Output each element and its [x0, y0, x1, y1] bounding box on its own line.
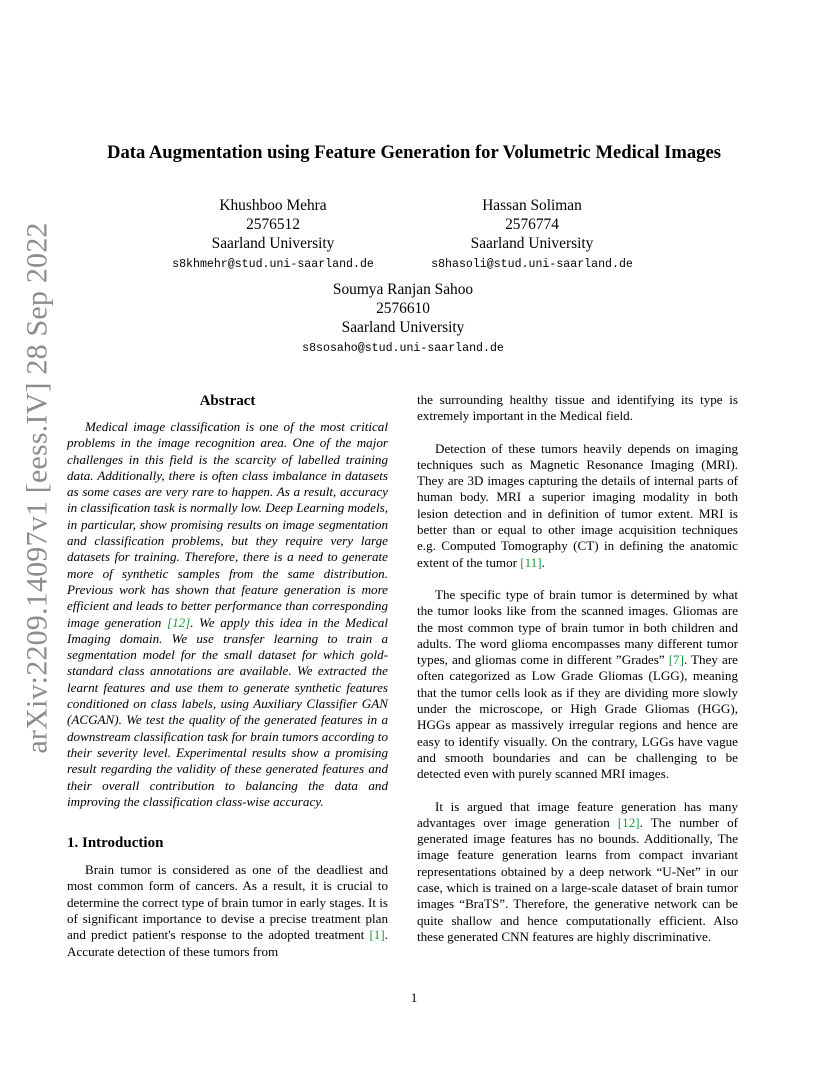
left-column: [67, 392, 388, 960]
citation-link[interactable]: [12]: [166, 614, 191, 630]
body-text: . Accurate detection of these tumors from: [67, 927, 388, 959]
author-email[interactable]: s8hasoli@stud.uni-saarland.de: [431, 258, 633, 271]
author-block: [163, 196, 383, 273]
author-id: 2576512: [246, 216, 300, 233]
body-text: .: [541, 554, 545, 570]
abstract-text-part: Medical image classification is one of the most critical problems in the image recognition area. One of the major challenges in this field is the scarcity of labelled training data. Additionally, there is often class imbalance in datasets as some cases are very rare to happen. As a result, accuracy in classification task is normally low. Deep Learning models, in particular, show promising results on image segmentation and classification problems, but they require very large datasets for training. Therefore, there is a need to generate more of synthetic samples from the same distribution. Previous work has shown that feature generation is more efficient and leads to better performance than corresponding image generation: [67, 419, 388, 630]
arxiv-identifier: [16, 222, 60, 754]
author-affiliation: Saarland University: [211, 235, 335, 252]
body-paragraph: [417, 799, 738, 946]
citation-link[interactable]: [12]: [617, 814, 640, 830]
author-id: 2576610: [376, 300, 430, 317]
body-text: Brain tumor is considered as one of the deadliest and most common form of cancers. As a result, it is crucial to determine the correct type of brain tumor in early stages. It is of significant importance to devise a precise treatment plan and predict patient's response to the adopted treatment: [67, 862, 388, 943]
body-text: . They are often categorized as Low Grade Gliomas (LGG), meaning that the tumor cells look as if they are dividing more slowly under the microscope, or High Grade Gliomas (HGG), HGGs appear as massively irregular regions and hence are easy to identify visually. On the contrary, LGGs have vague and smooth boundaries and can be challenging to be detected even with purely scanned MRI images.: [417, 652, 738, 782]
author-email[interactable]: s8sosaho@stud.uni-saarland.de: [302, 342, 504, 355]
author-affiliation: Saarland University: [470, 235, 594, 252]
author-email[interactable]: s8khmehr@stud.uni-saarland.de: [172, 258, 374, 271]
body-paragraph: the surrounding healthy tissue and identifying its type is extremely important in the Medical field.: [417, 392, 738, 424]
abstract-heading: Abstract: [199, 393, 256, 409]
body-text: It is argued that image feature generation has many advantages over image generation: [417, 798, 738, 830]
body-text: The specific type of brain tumor is determined by what the tumor looks like from the scanned images. Gliomas are the most common type of brain tumor in both children and adults. The word glioma encompasses many different tumor types, and gliomas come in different ”Grades”: [417, 586, 738, 668]
author-name: Khushboo Mehra: [219, 197, 327, 214]
arxiv-label: arXiv:2209.14097v1 [eess.IV] 28 Sep 2022: [21, 222, 55, 754]
citation-link[interactable]: [11]: [520, 554, 542, 570]
author-id: 2576774: [505, 216, 559, 233]
abstract-paragraph: [67, 419, 388, 810]
author-affiliation: Saarland University: [341, 319, 465, 336]
body-text: . The number of generated image features has no bounds. Additionally, The image feature generation learns from compact invariant representations obtained by a deep network “U-Net” in our case, which is trained on a large-scale dataset of brain tumor images “BraTS”. Therefore, the generative network can be quite shallow and hence computationally efficient. Also these generated CNN features are highly discriminative.: [417, 814, 738, 944]
author-block: [293, 280, 513, 357]
body-paragraph: [417, 587, 738, 783]
author-name: Hassan Soliman: [482, 197, 582, 214]
author-block: [422, 196, 642, 273]
abstract-text-part: . We apply this idea in the Medical Imaging domain. We use transfer learning to train a segmentation model for the small dataset for which gold-standard class annotations are available. We extracted the learnt features and use them to generate synthetic features conditioned on class labels, using Auxiliary Classifier GAN (ACGAN). We test the quality of the generated features in a downstream classification task for brain tumors according to their severity level. Experimental results show a promising result regarding the validity of these generated features and their overall contribution to balancing the data and improving the classification class-wise accuracy.: [67, 614, 388, 809]
body-paragraph: [417, 441, 738, 571]
author-name: Soumya Ranjan Sahoo: [332, 281, 474, 298]
page-number: 1: [410, 990, 418, 1005]
intro-paragraph: [67, 862, 388, 960]
right-column: [417, 392, 738, 945]
body-text: Detection of these tumors heavily depends on imaging techniques such as Magnetic Resonance Imaging (MRI). They are 3D images capturing the details of internal parts of human body. MRI a superior imaging modality in both lesion detection and in definition of tumor extent. MRI is better than or equal to other image acquisition techniques e.g. Computed Tomography (CT) in defining the anatomic extent of the tumor: [417, 440, 738, 570]
section-heading-introduction: 1. Introduction: [67, 835, 164, 852]
citation-link[interactable]: [7]: [668, 652, 684, 668]
citation-link[interactable]: [1]: [369, 927, 385, 943]
paper-title: Data Augmentation using Feature Generation for Volumetric Medical Images: [107, 142, 721, 163]
